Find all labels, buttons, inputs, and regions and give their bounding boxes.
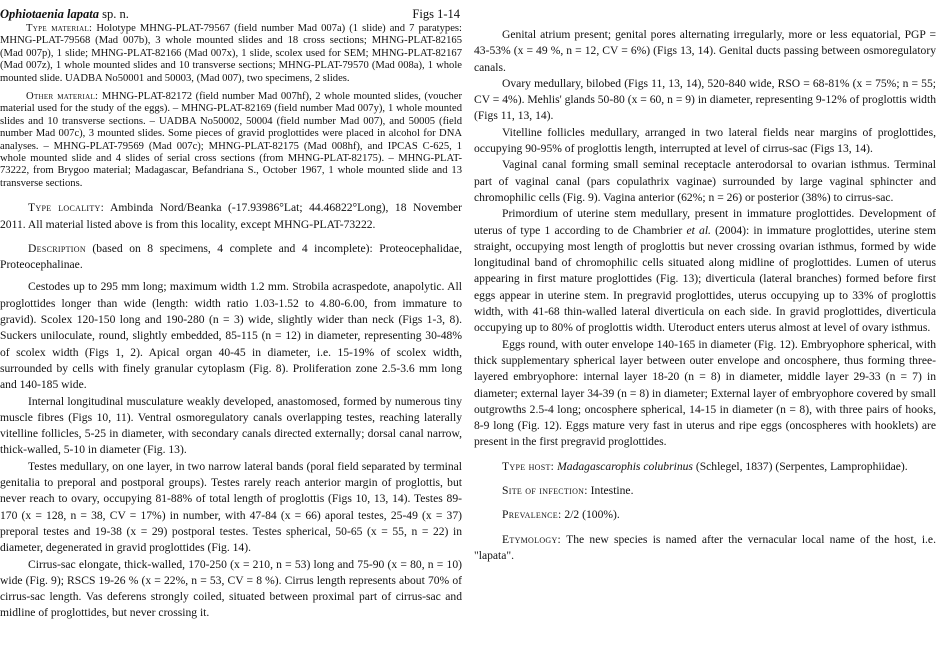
cirrus-sac-paragraph: Cirrus-sac elongate, thick-walled, 170-250 (x = 210, n = 53) long and 75-90 (x = 80, n = 10) wide (Fig. 9); RSCS 19-26 % (x = 22%, n = 53, CV = 8 %). Cirrus length represents about 70% of cirrus-sac length. Vas deferens strongly coiled, situated between proximal part of cirrus-sac and midline of proglottides, but never crossing it.: [0, 557, 462, 620]
genital-atrium-paragraph: Genital atrium present; genital pores alternating irregularly, more or less equatorial, PGP = 43-53% (x = 49 %, n = 12, CV = 6%) (Figs 13, 14). Genital ducts passing between osmoregulatory canals.: [474, 28, 936, 74]
description-paragraph: [0, 241, 462, 274]
other-material-label: Other material:: [26, 91, 99, 103]
other-material-text: MHNG-PLAT-82172 (field number Mad 007hf), 2 whole mounted slides, (voucher material used for the study of the eggs). – MHNG-PLAT-82169 (field number Mad 007y), 1 whole mounted slides and 10 transverse sections. – UADBA No50002, 50004 (field number Mad 007), and 50005 (field number Mad 007c), 3 mounted slides. Some pieces of gravid proglottides were placed in alcohol for DNA analyses. – MHNG-PLAT-79569 (Mad 007c); MHNG-PLAT-82175 (Mad 008hf), and IPCAS C-625, 1 whole mounted slide and 4 slides of serial cross sections (from MHNG-PLAT-82175). – MHNG-PLAT-73222, from Brygoo material; Madagascar, Befandriana S., October 1967, 1 whole mounted slide and 13 transverse sections.: [0, 91, 463, 189]
strobila-paragraph: Cestodes up to 295 mm long; maximum width 1.2 mm. Strobila acraspedote, anapolytic. All proglottides longer than wide (length: width ratio 1.03-1.52 to 4.80-6.00, from immature to gravid). Scolex 120-150 long and 190-280 (n = 3) wide, slightly wider than neck (Figs 1-3, 8). Suckers uniloculate, round, slightly embedded, 85-115 (n = 12) in diameter, representing 30-48% of scolex width (Figs 1, 2). Apical organ 40-45 in diameter, i.e. 15-19% of scolex width, surrounded by cells with finely granular cytoplasm (Fig. 8). Proliferation zone 2.5-3.6 mm long and 140-185 wide.: [0, 280, 462, 392]
type-host-paragraph: [474, 459, 936, 475]
type-material-paragraph: [0, 23, 462, 85]
species-title: [0, 6, 129, 22]
prevalence-label: Prevalence:: [502, 508, 562, 522]
vitelline-paragraph: Vitelline follicles medullary, arranged in two lateral fields near margins of proglottides, occupying 90-95% of proglottis length, interrupted at level of cirrus-sac (Figs 13, 14).: [474, 125, 936, 156]
et-al-italic: et al.: [686, 223, 711, 237]
uterus-paragraph: Primordium of uterine stem medullary, present in immature proglottides. Development of uterus of type 1 according to de Chambrier et al. (2004): in immature proglottides, uterine stem straight, occupying most length of proglottis but never crossing ovarian isthmus, formed by wide longitudinal band of chromophilic cells situated along midline of proglottides. Lumen of uterus appearing in first mature proglottides (Fig. 13); diverticula (lateral branches) formed before first eggs appear in uterine stem. In pregravid proglottides, uterus occupying up to 33% of proglottis width, with 41-68 thin-walled lateral diverticula on each side. In gravid proglottides, diverticula occupying up to 80% of proglottis width. Uteroduct enters uterus almost at level of ovary isthmus.: [474, 207, 936, 335]
type-locality-label: Type locality:: [28, 201, 105, 215]
ovary-paragraph: Ovary medullary, bilobed (Figs 11, 13, 14), 520-840 wide, RSO = 68-81% (x = 75%; n = 55; CV = 4%). Mehlis' glands 50-80 (x = 60, n = 9) in diameter, representing 9-12% of proglottis width (Figs 11, 13, 14).: [474, 76, 936, 123]
description-label: Description: [28, 241, 86, 255]
testes-paragraph: Testes medullary, on one layer, in two narrow lateral bands (poral field separated by terminal genitalia to preporal and postporal groups). Testes rarely reach anterior margin of proglottis, but never reach to ovary, occupying 81-88% of total length of proglottis (Figs 10, 13, 14). Testes 89-170 (x = 128, n = 38, CV = 17%) in number, with 47-84 (x = 66) aporal testes, 25-49 (x = 37) preporal testes and 19-38 (x = 29) postporal testes. Testes spherical, 50-65 (x = 55, n = 22) in diameter, degenerated in gravid proglottides (Fig. 14).: [0, 459, 462, 555]
type-host-species: Madagascarophis colubrinus: [557, 459, 693, 473]
species-epithet: lapata: [67, 7, 99, 21]
description-text: (based on 8 specimens, 4 complete and 4 incomplete): Proteocephalidae, Proteocephalinae.: [0, 241, 462, 272]
vaginal-canal-paragraph: Vaginal canal forming small seminal receptacle anterodorsal to ovarian isthmus. Terminal part of vaginal canal (pars copulathrix vaginae) surrounded by large vaginal sphincter and chromophilic cells (Fig. 9). Vagina anterior (62%; n = 26) or posterior (38%) to cirrus-sac.: [474, 158, 936, 204]
right-column: [474, 27, 936, 564]
prevalence-text: 2/2 (100%).: [564, 508, 620, 522]
type-material-text: Holotype MHNG-PLAT-79567 (field number Mad 007a) (1 slide) and 7 paratypes: MHNG-PLAT-79568 (Mad 007b), 3 whole mounted slides and 18 cross sections; MHNG-PLAT-82165 (Mad 007p), 1 slide; MHNG-PLAT-82166 (Mad 007x), 1 slide, scolex used for SEM; MHNG-PLAT-82167 (Mad 007z), 1 whole mounted slides and 10 transverse sections; MHNG-PLAT-79570 (Mad 008a), 1 whole mounted slide. UADBA No50001 and 50003, (Mad 007), two specimens, 2 slides.: [0, 23, 462, 84]
type-material-label: Type material:: [26, 23, 93, 34]
other-material-paragraph: [0, 91, 462, 190]
figures-reference: Figs 1-14: [412, 7, 460, 21]
type-locality-text: Ambinda Nord/Beanka (-17.93986°Lat; 44.46822°Long), 18 November 2011. All material listed above is from this locality, except MHNG-PLAT-73222.: [0, 201, 462, 231]
etymology-paragraph: [474, 532, 936, 565]
site-of-infection-label: Site of infection:: [502, 484, 588, 498]
etymology-text: The new species is named after the vernacular local name of the host, i.e. "lapata".: [474, 532, 936, 562]
site-of-infection-paragraph: [474, 483, 936, 499]
type-locality-paragraph: [0, 200, 462, 233]
rank-label: sp. n.: [102, 7, 129, 21]
species-header: [0, 6, 462, 22]
site-of-infection-text: Intestine.: [590, 484, 634, 498]
type-host-label: Type host:: [502, 459, 555, 473]
type-host-authority: (Schlegel, 1837) (Serpentes, Lamprophiidae).: [695, 459, 908, 473]
left-column: [0, 6, 462, 622]
prevalence-paragraph: [474, 507, 936, 523]
musculature-paragraph: Internal longitudinal musculature weakly developed, anastomosed, formed by numerous tiny muscle fibres (Figs 10, 11). Ventral osmoregulatory canals overlapping testes, reaching laterally vitelline follicles, 5-25 in diameter, with secondary canals directed externally; dorsal canal narrow, thick-walled, 5-10 in diameter (Fig. 13).: [0, 394, 462, 457]
genus-name: Ophiotaenia: [0, 7, 64, 21]
etymology-label: Etymology:: [502, 532, 562, 546]
eggs-paragraph: Eggs round, with outer envelope 140-165 in diameter (Fig. 12). Embryophore spherical, with thick supplementary spherical layer between outer envelope and oncosphere, thus forming three-layered embryophore: internal layer 18-20 (n = 8) in diameter, middle layer 29-33 (n = 7) in diameter; external layer 34-39 (n = 8) in diameter; External layer of embryophore covered by small outgrowths 2.5-4 long; oncosphere spherical, 14-15 in diameter (n = 8), with three pairs of hooks, 8-9 long (Fig. 12). Eggs mature very fast in uterus and ripe eggs (oncospheres with hooklets) are present in the first pregravid proglottides.: [474, 337, 936, 449]
